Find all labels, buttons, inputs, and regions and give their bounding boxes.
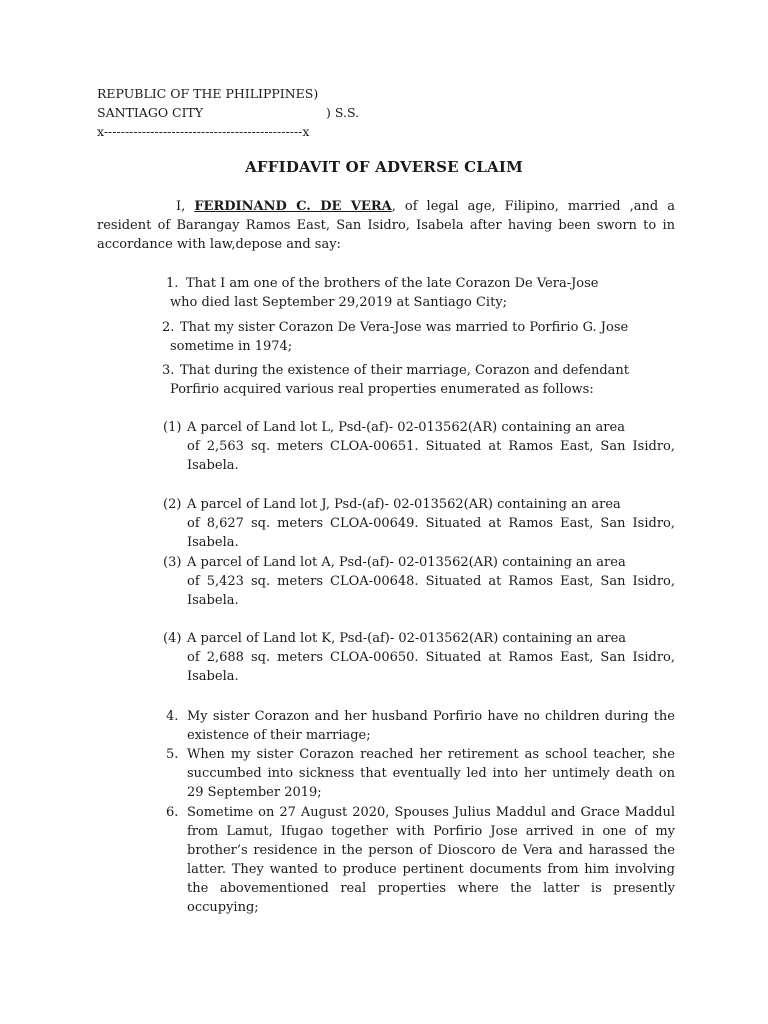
caption-ss-text: ) S.S. — [326, 105, 360, 120]
item-1-line-2: who died last September 29,2019 at Santiago City; — [170, 295, 508, 310]
item-3-line-1: That during the existence of their marriage, Corazon and defendant — [180, 363, 630, 378]
property-1-label: (1) — [163, 420, 182, 435]
property-4-label: (4) — [163, 631, 182, 646]
caption-republic-text: REPUBLIC OF THE PHILIPPINES) — [97, 86, 319, 101]
property-3-rest: of 5,423 sq. meters CLOA-00648. Situated at Ramos East, San Isidro, Isabela. — [187, 574, 675, 608]
property-2-label: (2) — [163, 497, 182, 512]
document-title: AFFIDAVIT OF ADVERSE CLAIM — [245, 158, 523, 176]
item-2-line-1: That my sister Corazon De Vera-Jose was married to Porfirio G. Jose — [180, 320, 629, 335]
intro-prefix: I, — [176, 199, 186, 214]
item-3-line-2: Porfirio acquired various real properties enumerated as follows: — [170, 382, 594, 397]
item-2-number: 2. — [162, 320, 175, 335]
property-2-line-1: A parcel of Land lot J, Psd-(af)- 02-013562(AR) containing an area — [187, 497, 621, 512]
property-3-line-1: A parcel of Land lot A, Psd-(af)- 02-013562(AR) containing an area — [187, 555, 626, 570]
intro-paragraph — [97, 197, 675, 254]
item-4-number: 4. — [166, 709, 179, 724]
item-1-number: 1. — [166, 276, 179, 291]
item-1-line-1: That I am one of the brothers of the late Corazon De Vera-Jose — [186, 276, 599, 291]
property-4-rest: of 2,688 sq. meters CLOA-00650. Situated at Ramos East, San Isidro, Isabela. — [187, 650, 675, 684]
item-5-text: When my sister Corazon reached her retirement as school teacher, she succumbed into sickness that eventually led into her untimely death on 29 September 2019; — [187, 747, 675, 800]
item-2-line-2: sometime in 1974; — [170, 339, 293, 354]
item-4-text: My sister Corazon and her husband Porfirio have no children during the existence of their marriage; — [187, 709, 675, 743]
intro-text: , of legal age, Filipino, married ,and a resident of Barangay Ramos East, San Isidro, Isabela after having been sworn to in accordance with law,depose and say: — [97, 199, 675, 252]
item-6-number: 6. — [166, 805, 179, 820]
item-6-text: Sometime on 27 August 2020, Spouses Julius Maddul and Grace Maddul from Lamut, Ifugao together with Porfirio Jose arrived in one of my brother’s residence in the person of Dioscoro de Vera and harassed the latter. They wanted to produce pertinent documents from him involving the abovementioned real properties where the latter is presently occupying; — [187, 805, 675, 915]
property-1-line-1: A parcel of Land lot L, Psd-(af)- 02-013562(AR) containing an area — [187, 420, 625, 435]
caption-divider-text: x-----------------------------------------------x — [97, 124, 310, 139]
property-1-rest: of 2,563 sq. meters CLOA-00651. Situated at Ramos East, San Isidro, Isabela. — [187, 439, 675, 473]
item-3-number: 3. — [162, 363, 175, 378]
affiant-name: FERDINAND C. DE VERA — [194, 199, 392, 214]
property-2-rest: of 8,627 sq. meters CLOA-00649. Situated at Ramos East, San Isidro, Isabela. — [187, 516, 675, 550]
caption-line-city — [97, 103, 360, 122]
property-4-line-1: A parcel of Land lot K, Psd-(af)- 02-013562(AR) containing an area — [187, 631, 627, 646]
caption-line-republic — [97, 84, 318, 103]
caption-city-text: SANTIAGO CITY — [97, 105, 204, 120]
venue-caption — [97, 84, 360, 141]
caption-line-divider — [97, 122, 318, 141]
item-5-number: 5. — [166, 747, 179, 762]
property-3-label: (3) — [163, 555, 182, 570]
